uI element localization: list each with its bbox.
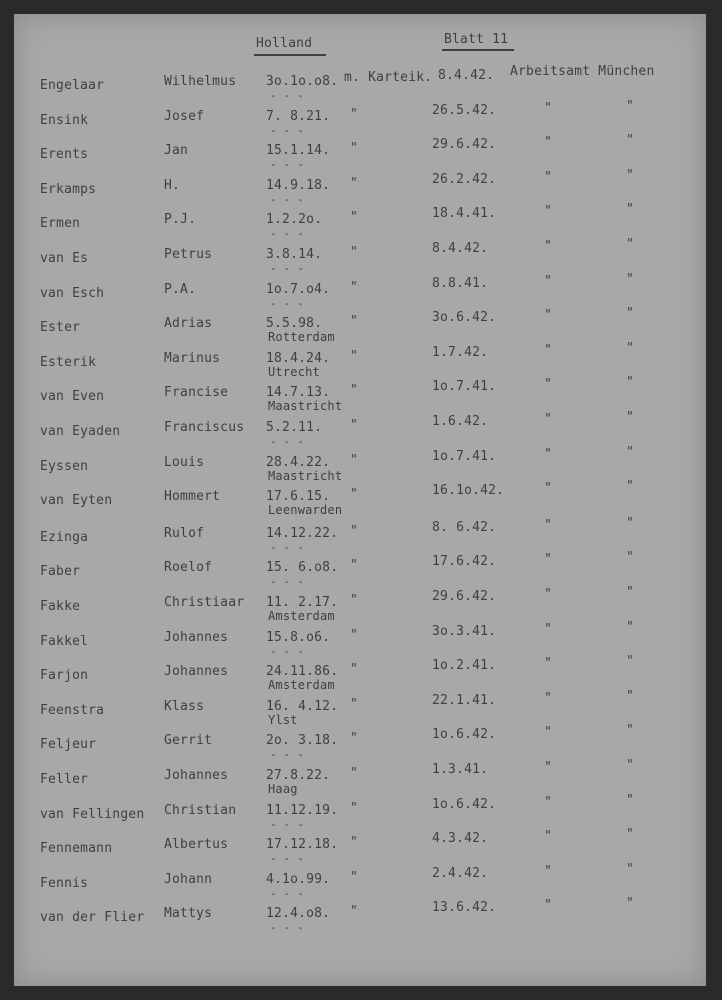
surname: Erents xyxy=(40,147,89,162)
ditto-mark: " xyxy=(350,697,359,712)
birth-date: 4.1o.99. xyxy=(266,872,331,887)
dash-mark: - - - xyxy=(270,262,305,275)
given-name: Klass xyxy=(164,699,205,714)
register-row xyxy=(14,620,706,660)
ditto-mark: " xyxy=(350,383,359,398)
register-row xyxy=(14,723,706,763)
surname: van Esch xyxy=(40,286,105,301)
registration-date: 2.4.42. xyxy=(432,866,489,881)
ditto-mark: " xyxy=(626,306,635,321)
registration-date: 26.5.42. xyxy=(432,103,497,118)
ditto-mark: " xyxy=(350,280,359,295)
register-row xyxy=(14,758,706,798)
surname: Ezinga xyxy=(40,530,89,545)
birth-date: 18.4.24. xyxy=(266,351,331,366)
birth-date: 3o.1o.o8. xyxy=(266,74,339,89)
birth-place: Amsterdam xyxy=(268,678,335,692)
ditto-mark: " xyxy=(544,587,553,602)
surname: van Es xyxy=(40,251,89,266)
ditto-mark: " xyxy=(544,518,553,533)
register-row xyxy=(14,654,706,694)
surname: Faber xyxy=(40,564,81,579)
register-row xyxy=(14,550,706,590)
registration-date: 1o.7.41. xyxy=(432,379,497,394)
registration-date: 4.3.42. xyxy=(432,831,489,846)
given-name: Petrus xyxy=(164,247,213,262)
registration-date: 8.8.41. xyxy=(432,276,489,291)
ditto-mark: " xyxy=(350,731,359,746)
given-name: H. xyxy=(164,178,181,193)
ditto-mark: " xyxy=(544,725,553,740)
surname: Fennis xyxy=(40,876,89,891)
register-row xyxy=(14,133,706,173)
given-name: Roelof xyxy=(164,560,213,575)
registration-date: 1o.2.41. xyxy=(432,658,497,673)
register-row xyxy=(14,237,706,277)
surname: Ensink xyxy=(40,113,89,128)
given-name: Franciscus xyxy=(164,420,245,435)
ditto-mark: " xyxy=(350,176,359,191)
ditto-mark: " xyxy=(626,550,635,565)
dash-mark: - - - xyxy=(270,852,305,865)
birth-date: 14.12.22. xyxy=(266,526,339,541)
dash-mark: - - - xyxy=(270,921,305,934)
registration-date: 3o.6.42. xyxy=(432,310,497,325)
birth-place: Leenwarden xyxy=(268,503,343,517)
register-row xyxy=(14,479,706,519)
registration-date: 1.6.42. xyxy=(432,414,489,429)
surname: Fennemann xyxy=(40,841,113,856)
registration-date: 17.6.42. xyxy=(432,554,497,569)
ditto-mark: " xyxy=(544,552,553,567)
given-name: P.J. xyxy=(164,212,197,227)
ditto-mark: " xyxy=(544,622,553,637)
birth-date: 16. 4.12. xyxy=(266,699,339,714)
ditto-mark: " xyxy=(350,141,359,156)
surname: Erkamps xyxy=(40,182,97,197)
dash-mark: - - - xyxy=(270,541,305,554)
dash-mark: - - - xyxy=(270,575,305,588)
ditto-mark: " xyxy=(544,760,553,775)
country-underline xyxy=(254,54,326,56)
register-row xyxy=(14,202,706,242)
birth-date: 11. 2.17. xyxy=(266,595,339,610)
ditto-mark: " xyxy=(626,133,635,148)
birth-date: 15. 6.o8. xyxy=(266,560,339,575)
given-name: Johannes xyxy=(164,664,229,679)
surname: Feller xyxy=(40,772,89,787)
surname: van der Flier xyxy=(40,910,145,925)
registration-date: 1o.7.41. xyxy=(432,449,497,464)
birth-date: 27.8.22. xyxy=(266,768,331,783)
birth-date: 5.5.98. xyxy=(266,316,323,331)
register-row xyxy=(14,341,706,381)
birth-place: Ylst xyxy=(268,713,298,727)
ditto-mark: " xyxy=(544,656,553,671)
birth-date: 17.12.18. xyxy=(266,837,339,852)
ditto-mark: " xyxy=(544,829,553,844)
birth-date: 1.2.2o. xyxy=(266,212,323,227)
birth-place: Amsterdam xyxy=(268,609,335,623)
ditto-mark: " xyxy=(626,479,635,494)
dash-mark: - - - xyxy=(270,435,305,448)
ditto-mark: " xyxy=(626,723,635,738)
register-row xyxy=(14,862,706,902)
ditto-mark: " xyxy=(350,593,359,608)
surname: Farjon xyxy=(40,668,89,683)
ditto-mark: " xyxy=(544,135,553,150)
ditto-mark: " xyxy=(626,758,635,773)
register-row xyxy=(14,585,706,625)
given-name: Wilhelmus xyxy=(164,74,237,89)
registration-date: 8. 6.42. xyxy=(432,520,497,535)
ditto-mark: " xyxy=(350,210,359,225)
ditto-mark: " xyxy=(350,766,359,781)
registration-date: 1.3.41. xyxy=(432,762,489,777)
surname: Esterik xyxy=(40,355,97,370)
card-index-note: m. Karteik. xyxy=(344,70,433,85)
register-row xyxy=(14,272,706,312)
ditto-mark: " xyxy=(350,349,359,364)
given-name: Josef xyxy=(164,109,205,124)
ditto-mark: " xyxy=(350,107,359,122)
birth-date: 14.7.13. xyxy=(266,385,331,400)
register-row xyxy=(14,827,706,867)
surname: Fakkel xyxy=(40,634,89,649)
registration-date: 8.4.42. xyxy=(432,241,489,256)
surname: van Fellingen xyxy=(40,807,145,822)
ditto-mark: " xyxy=(544,343,553,358)
ditto-mark: " xyxy=(626,99,635,114)
registration-date: 29.6.42. xyxy=(432,589,497,604)
country-heading: Holland xyxy=(256,36,313,51)
register-row xyxy=(14,445,706,485)
birth-date: 1o.7.o4. xyxy=(266,282,331,297)
registration-date: 22.1.41. xyxy=(432,693,497,708)
ditto-mark: " xyxy=(626,896,635,911)
ditto-mark: " xyxy=(350,245,359,260)
given-name: Johannes xyxy=(164,768,229,783)
ditto-mark: " xyxy=(350,524,359,539)
ditto-mark: " xyxy=(626,862,635,877)
birth-date: 7. 8.21. xyxy=(266,109,331,124)
register-row xyxy=(14,896,706,936)
registration-date: 1.7.42. xyxy=(432,345,489,360)
ditto-mark: " xyxy=(544,412,553,427)
birth-date: 24.11.86. xyxy=(266,664,339,679)
ditto-mark: " xyxy=(544,308,553,323)
given-name: Christian xyxy=(164,803,237,818)
ditto-mark: " xyxy=(544,795,553,810)
given-name: P.A. xyxy=(164,282,197,297)
ditto-mark: " xyxy=(544,204,553,219)
ditto-mark: " xyxy=(350,904,359,919)
surname: Eyssen xyxy=(40,459,89,474)
ditto-mark: " xyxy=(626,272,635,287)
dash-mark: - - - xyxy=(270,748,305,761)
ditto-mark: " xyxy=(626,793,635,808)
birth-date: 28.4.22. xyxy=(266,455,331,470)
dash-mark: - - - xyxy=(270,297,305,310)
ditto-mark: " xyxy=(544,864,553,879)
registration-date: 18.4.41. xyxy=(432,206,497,221)
dash-mark: - - - xyxy=(270,193,305,206)
birth-date: 12.4.o8. xyxy=(266,906,331,921)
registration-date: 16.1o.42. xyxy=(432,483,505,498)
ditto-mark: " xyxy=(626,237,635,252)
birth-date: 17.6.15. xyxy=(266,489,331,504)
dash-mark: - - - xyxy=(270,887,305,900)
register-row xyxy=(14,168,706,208)
surname: van Eyaden xyxy=(40,424,121,439)
surname: Ester xyxy=(40,320,81,335)
ditto-mark: " xyxy=(626,375,635,390)
ditto-mark: " xyxy=(544,691,553,706)
surname: Feljeur xyxy=(40,737,97,752)
surname: Fakke xyxy=(40,599,81,614)
registration-date: 8.4.42. xyxy=(438,68,495,83)
ditto-mark: " xyxy=(350,314,359,329)
given-name: Albertus xyxy=(164,837,229,852)
ditto-mark: " xyxy=(544,898,553,913)
ditto-mark: " xyxy=(350,418,359,433)
register-row xyxy=(14,793,706,833)
ditto-mark: " xyxy=(626,654,635,669)
ditto-mark: " xyxy=(626,827,635,842)
ditto-mark: " xyxy=(350,453,359,468)
given-name: Mattys xyxy=(164,906,213,921)
birth-date: 11.12.19. xyxy=(266,803,339,818)
ditto-mark: " xyxy=(626,202,635,217)
ditto-mark: " xyxy=(350,487,359,502)
ditto-mark: " xyxy=(350,801,359,816)
birth-date: 14.9.18. xyxy=(266,178,331,193)
given-name: Johann xyxy=(164,872,213,887)
given-name: Rulof xyxy=(164,526,205,541)
given-name: Marinus xyxy=(164,351,221,366)
surname: Engelaar xyxy=(40,78,105,93)
ditto-mark: " xyxy=(626,585,635,600)
surname: van Eyten xyxy=(40,493,113,508)
birth-place: Maastricht xyxy=(268,469,343,483)
registration-date: 26.2.42. xyxy=(432,172,497,187)
given-name: Gerrit xyxy=(164,733,213,748)
registration-date: 3o.3.41. xyxy=(432,624,497,639)
dash-mark: - - - xyxy=(270,89,305,102)
ditto-mark: " xyxy=(544,170,553,185)
registration-date: 29.6.42. xyxy=(432,137,497,152)
given-name: Christiaar xyxy=(164,595,245,610)
birth-date: 15.8.o6. xyxy=(266,630,331,645)
ditto-mark: " xyxy=(626,620,635,635)
register-row xyxy=(14,99,706,139)
ditto-mark: " xyxy=(350,662,359,677)
ditto-mark: " xyxy=(544,481,553,496)
ditto-mark: " xyxy=(350,628,359,643)
given-name: Hommert xyxy=(164,489,221,504)
ditto-mark: " xyxy=(626,516,635,531)
registration-date: 13.6.42. xyxy=(432,900,497,915)
surname: van Even xyxy=(40,389,105,404)
register-row xyxy=(14,689,706,729)
ditto-mark: " xyxy=(350,835,359,850)
register-row xyxy=(14,306,706,346)
register-row xyxy=(14,375,706,415)
surname: Ermen xyxy=(40,216,81,231)
register-row xyxy=(14,410,706,450)
registration-date: 1o.6.42. xyxy=(432,727,497,742)
given-name: Francise xyxy=(164,385,229,400)
surname: Feenstra xyxy=(40,703,105,718)
ditto-mark: " xyxy=(544,101,553,116)
ditto-mark: " xyxy=(626,689,635,704)
ditto-mark: " xyxy=(350,870,359,885)
register-row xyxy=(14,64,706,104)
dash-mark: - - - xyxy=(270,158,305,171)
register-row xyxy=(14,516,706,556)
birth-date: 2o. 3.18. xyxy=(266,733,339,748)
ditto-mark: " xyxy=(626,410,635,425)
birth-place: Haag xyxy=(268,782,298,796)
ditto-mark: " xyxy=(544,239,553,254)
registration-date: 1o.6.42. xyxy=(432,797,497,812)
given-name: Johannes xyxy=(164,630,229,645)
birth-place: Utrecht xyxy=(268,365,320,379)
labour-office: Arbeitsamt München xyxy=(510,64,655,79)
given-name: Adrias xyxy=(164,316,213,331)
sheet-underline xyxy=(442,49,514,51)
dash-mark: - - - xyxy=(270,645,305,658)
birth-place: Rotterdam xyxy=(268,330,335,344)
ditto-mark: " xyxy=(544,274,553,289)
dash-mark: - - - xyxy=(270,227,305,240)
birth-date: 3.8.14. xyxy=(266,247,323,262)
sheet-number: Blatt 11 xyxy=(444,32,509,47)
ditto-mark: " xyxy=(626,445,635,460)
birth-date: 15.1.14. xyxy=(266,143,331,158)
birth-date: 5.2.11. xyxy=(266,420,323,435)
ditto-mark: " xyxy=(544,377,553,392)
document-page xyxy=(14,14,706,986)
given-name: Louis xyxy=(164,455,205,470)
birth-place: Maastricht xyxy=(268,399,343,413)
dash-mark: - - - xyxy=(270,124,305,137)
dash-mark: - - - xyxy=(270,818,305,831)
given-name: Jan xyxy=(164,143,189,158)
ditto-mark: " xyxy=(350,558,359,573)
ditto-mark: " xyxy=(626,341,635,356)
ditto-mark: " xyxy=(544,447,553,462)
ditto-mark: " xyxy=(626,168,635,183)
